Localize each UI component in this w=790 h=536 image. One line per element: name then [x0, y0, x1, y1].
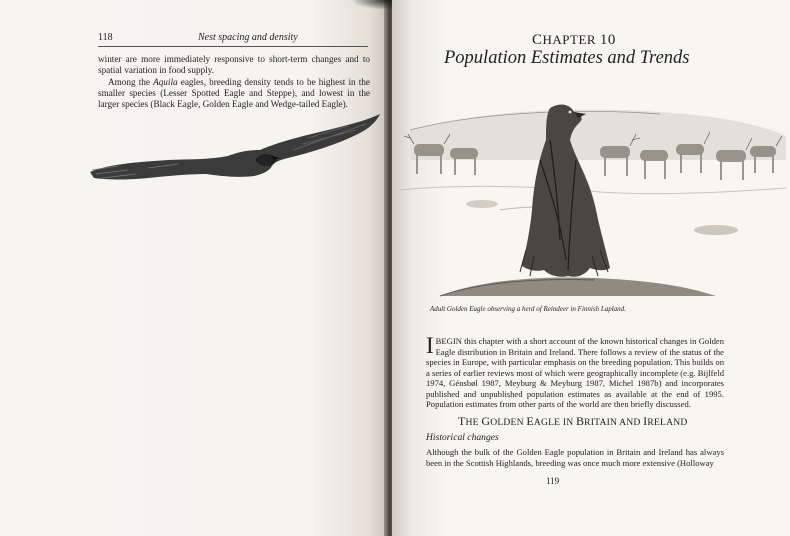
right-page [392, 0, 790, 536]
paragraph: winter are more immediately responsive to short-term changes and to spatial variation in food supply. [98, 54, 370, 76]
subsection-heading: Historical changes [426, 432, 499, 443]
right-page-number: 119 [546, 476, 560, 486]
figure-caption: Adult Golden Eagle observing a herd of Reindeer in Finnish Lapland. [430, 305, 626, 313]
running-head [98, 32, 368, 47]
flying-eagle-illustration [88, 112, 382, 190]
chapter-number: CHAPTER 10 [532, 32, 616, 48]
left-page-number: 118 [98, 32, 113, 43]
intro-paragraph: I BEGIN this chapter with a short account of the known historical changes in Golden Eagle distribution in Britain and Ireland. There follows a review of the status of the species in Europe, with particular emphasis on the breeding population. This builds on a series of earlier reviews most of which were geographically incomplete (e.g. Bijlfeld 1974, Génsbøl 1987, Meyburg & Meyburg 1987, Michel 1987b) and incorporates published and unpublished population estimates as available at the end of 1995. Population estimates from other parts of the world are then briefly discussed. [426, 333, 724, 409]
left-page [0, 0, 388, 536]
section-heading: THE GOLDEN EAGLE IN BRITAIN AND IRELAND [458, 414, 688, 428]
paragraph: Among the Aquila eagles, breeding density tends to be highest in the smaller species (Lesser Spotted Eagle and Steppe), and lowest in the larger species (Black Eagle, Golden Eagle and Wedge-tailed Eagle). [98, 76, 370, 110]
running-title: Nest spacing and density [198, 32, 298, 43]
section-paragraph: Although the bulk of the Golden Eagle population in Britain and Ireland has always been in the Scottish Highlands, breeding was once much more extensive (Holloway [426, 447, 724, 468]
left-page-text [98, 54, 370, 110]
golden-eagle-reindeer-illustration [400, 100, 786, 302]
drop-cap: I [426, 333, 434, 358]
chapter-title: Population Estimates and Trends [444, 48, 690, 68]
